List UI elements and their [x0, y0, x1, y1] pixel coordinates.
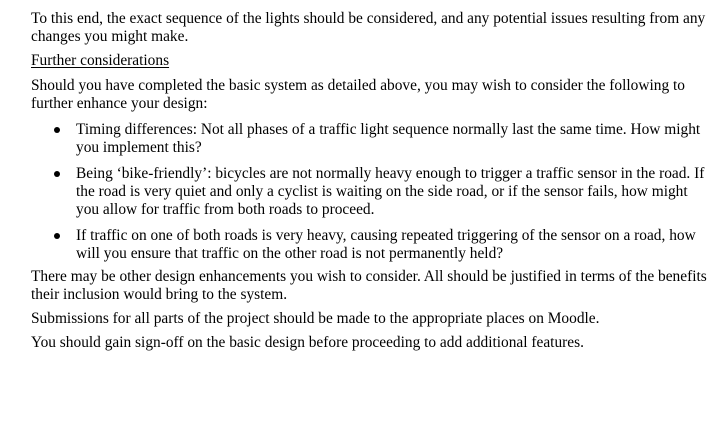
list-item [31, 227, 711, 263]
considerations-list [31, 121, 711, 263]
list-item-text: Being ‘bike-friendly’: bicycles are not normally heavy enough to trigger a traffic sensor in the road. If the road is very quiet and only a cyclist is waiting on the side road, or if the sensor fails, how might you allow for traffic from both roads to proceed. [76, 165, 705, 218]
section-heading: Further considerations [31, 52, 170, 69]
list-item [31, 165, 711, 219]
enhancements-paragraph: There may be other design enhancements you wish to consider. All should be justified in terms of the benefits their inclusion would bring to the system. [31, 268, 707, 303]
document-page [31, 10, 711, 352]
intro-paragraph: To this end, the exact sequence of the lights should be considered, and any potential issues resulting from any changes you might make. [31, 10, 706, 45]
bullet-icon [54, 233, 60, 239]
lead-paragraph: Should you have completed the basic system as detailed above, you may wish to consider the following to further enhance your design: [31, 77, 685, 112]
bullet-icon [54, 171, 60, 177]
list-item [31, 121, 711, 157]
signoff-paragraph: You should gain sign-off on the basic design before proceeding to add additional features. [31, 334, 584, 351]
submissions-paragraph: Submissions for all parts of the project should be made to the appropriate places on Moodle. [31, 310, 600, 327]
list-item-text: Timing differences: Not all phases of a traffic light sequence normally last the same time. How might you implement this? [76, 121, 701, 156]
list-item-text: If traffic on one of both roads is very heavy, causing repeated triggering of the sensor on a road, how will you ensure that traffic on the other road is not permanently held? [76, 227, 696, 262]
bullet-icon [54, 127, 60, 133]
